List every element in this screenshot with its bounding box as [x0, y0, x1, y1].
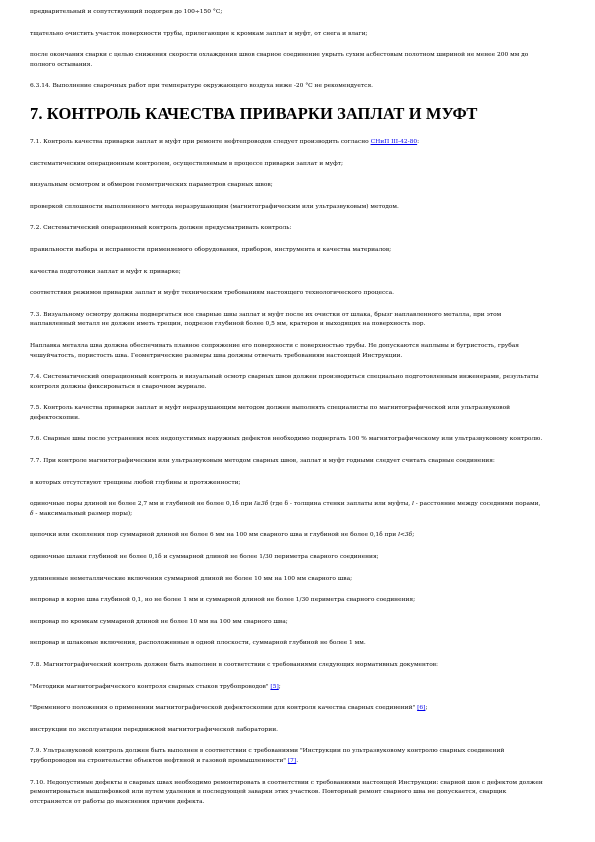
list-item	[30, 704, 543, 714]
formula: l≥3δ	[254, 501, 269, 508]
list-item: систематическим операционным контролем, осуществляемым в процессе приварки заплат и муфт;	[30, 160, 343, 167]
paragraph: после окончания сварки с целью снижения скорости охлаждения швов сварное соединение укрыть сухим асбестовым полотном шириной не менее 200 мм до полного остывания.	[30, 52, 529, 68]
paragraph-7-8: 7.8. Магнитографический контроль должен быть выполнен в соответствии с требованиями следующих нормативных документов:	[30, 662, 439, 668]
paragraph-7-2: 7.2. Систематический операционный контроль должен предусматривать контроль:	[30, 225, 292, 232]
reference-link-7[interactable]: [7]	[287, 757, 297, 764]
paragraph: тщательно очистить участок поверхности трубы, прилегающие к кромкам заплат и муфт, от снега и влаги;	[30, 30, 368, 37]
paragraph: 6.3.14. Выполнение сварочных работ при температуре окружающего воздуха ниже -20 °С не рекомендуется.	[30, 83, 374, 90]
text-segment: цепочки или скопления пор суммарной длиной не более 6 мм на 100 мм сварного шва и глубиной не более 0,1δ при	[30, 532, 399, 539]
list-item: непровар и шлаковые включения, расположенные в одной плоскости, суммарной глубиной не более 1 мм.	[30, 640, 366, 647]
paragraph: в которых отсутствуют трещины любой глубины и протяженности;	[30, 479, 241, 486]
list-item: проверкой сплошности выполненного метода неразрушающим (магнитографическим или ультразвуковым) методом.	[30, 203, 399, 210]
text-segment: ;	[412, 532, 415, 539]
text-segment: ;	[278, 683, 281, 690]
list-item: визуальным осмотром и обмером геометрических параметров сварных швов;	[30, 182, 273, 189]
paragraph: предварительный и сопутствующий подогрев до 100÷150 °С;	[30, 9, 223, 15]
text-segment: - максимальный размер поры);	[33, 510, 133, 517]
text-segment: (где δ - толщина стенки заплаты или муфты,	[268, 501, 413, 508]
list-item	[30, 500, 543, 519]
paragraph-7-7: 7.7. При контроле магнитографическим или ультразвуковым методом сварных швов, заплат и муфт годными следует считать сварные соединения:	[30, 458, 495, 465]
reference-link-6[interactable]: [6]	[417, 705, 426, 712]
paragraph-7-4: 7.4. Систематический операционный контроль и визуальный осмотр сварных швов должен производиться специально подготовленным инженерами, результаты контроля должны фиксироваться в сварочном журнале.	[30, 374, 539, 390]
formula: δ	[30, 510, 34, 517]
paragraph-7-10: 7.10. Недопустимые дефекты в сварных швах необходимо ремонтировать в соответствии с требованиями настоящей Инструкции: сварной шов с дефектом должен ремонтироваться вышлифовкой или путем удаления и последующей заварки этих участков. Повторный ремонт сварного шва не допускается, сварщик отстраняется от работы до выяснения причин дефекта.	[30, 779, 543, 805]
list-item: соответствия режимов приварки заплат и муфт техническим требованиям настоящего технологического процесса.	[30, 290, 394, 297]
list-item	[30, 531, 543, 541]
formula: l	[412, 501, 414, 508]
list-item: правильности выбора и исправности применяемого оборудования, приборов, инструмента и качества материалов;	[30, 246, 392, 253]
text-segment: :	[417, 138, 420, 145]
paragraph-7-6: 7.6. Сварные швы после устранения всех недопустимых наружных дефектов необходимо подвергать 100 % магнитографическому или ультразвуковому контролю.	[30, 436, 543, 443]
paragraph-7-3: 7.3. Визуальному осмотру должны подвергаться все сварные швы заплат и муфт после их очистки от шлака, брызг наплавленного металла, при этом наплавленный металл не должен иметь трещин, подрезов глубиной более 0,5 мм, кратеров и выходящих на поверхность пор.	[30, 311, 502, 328]
list-item: инструкции по эксплуатации передвижной магнитографической лаборатории.	[30, 726, 279, 733]
list-item: непровар в корне шва глубиной 0,1, но не более 1 мм и суммарной длиной не более 1/30 периметра сварного соединения;	[30, 597, 416, 604]
text-segment: 7.9. Ультразвуковой контроль должен быть выполнен в соответствии с требованиями "Инструкции по ультразвуковому контролю сварных соединений трубопроводов на строительстве объектов нефтяной и газовой промышленности"	[30, 748, 505, 764]
text-segment: 7.1. Контроль качества приварки заплат и муфт при ремонте нефтепроводов следует производить согласно	[30, 138, 371, 145]
list-item: непровар по кромкам суммарной длиной не более 10 мм на 100 мм сварного шва;	[30, 618, 288, 625]
snip-link[interactable]: СНиП III-42-80	[370, 138, 418, 145]
list-item	[30, 683, 543, 693]
text-segment: .	[296, 757, 299, 764]
list-item: удлиненные неметаллические включения суммарной длиной не более 10 мм на 100 мм сварного шва;	[30, 575, 353, 582]
list-item: качества подготовки заплат и муфт к приварке;	[30, 268, 181, 275]
paragraph: Наплавка металла шва должна обеспечивать плавное сопряжение его поверхности с поверхностью трубы. Не допускаются наплывы и бугристость, грубая чешуйчатость, пористость шва. Геометрические размеры шва должны отвечать требованиям настоящей Инструкции.	[30, 342, 519, 359]
text-segment: - расстояние между соседними порами,	[413, 501, 541, 508]
text-segment: "Временного положения о применении магнитографической дефектоскопии для контроля качества сварных соединений"	[30, 705, 418, 712]
text-segment: "Методики магнитографического контроля сварных стыков трубопроводов"	[30, 683, 271, 690]
text-segment: одиночные поры длиной не более 2,7 мм и глубиной не более 0,1δ при	[30, 501, 255, 508]
formula: l<3δ	[398, 532, 413, 539]
list-item: одиночные шлаки глубиной не более 0,1δ и суммарной длиной не более 1/30 периметра сварного соединения;	[30, 554, 379, 561]
reference-link-5[interactable]: [5]	[270, 683, 279, 690]
paragraph-7-1	[30, 138, 543, 148]
paragraph-7-5: 7.5. Контроль качества приварки заплат и муфт неразрушающим методом должен выполнять специалисты по магнитографической или ультразвуковой дефектоскопии.	[30, 405, 511, 421]
paragraph-7-9	[30, 747, 543, 766]
section-heading: 7. КОНТРОЛЬ КАЧЕСТВА ПРИВАРКИ ЗАПЛАТ И МУФТ	[30, 103, 478, 123]
text-segment: ;	[425, 705, 428, 712]
